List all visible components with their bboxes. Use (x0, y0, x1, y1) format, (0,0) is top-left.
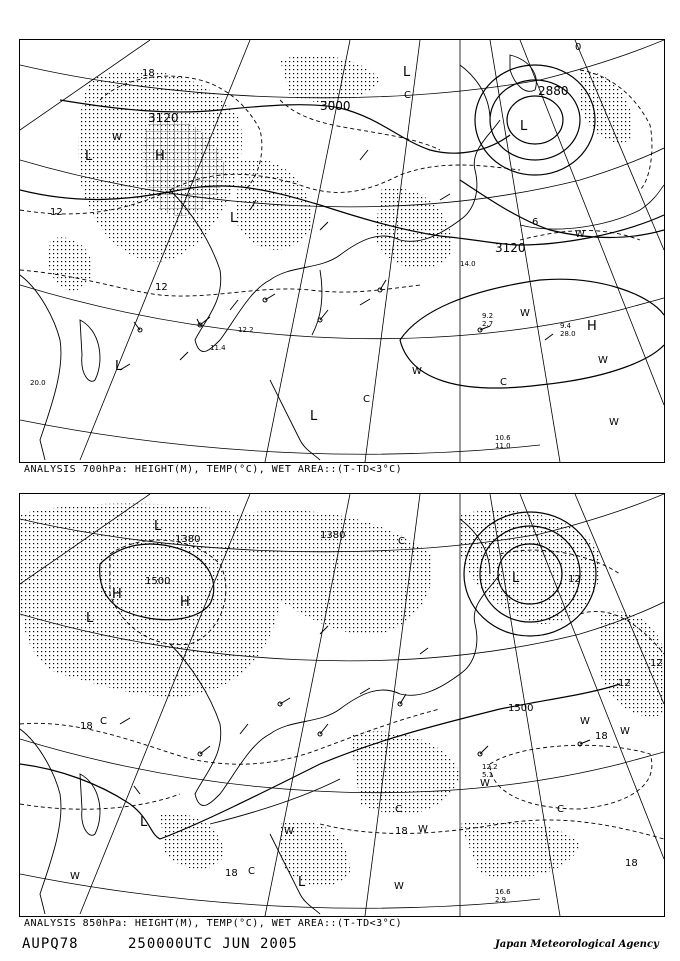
chart-700hpa (19, 39, 665, 463)
temp-label: 12 (155, 282, 168, 293)
temp-label: 12 (650, 658, 663, 669)
height-label: 3120 (495, 241, 526, 255)
agency-name: Japan Meteorological Agency (495, 939, 659, 950)
low-center: L (298, 875, 306, 890)
temp-label: 18 (142, 68, 155, 79)
cold-label: C (404, 90, 411, 101)
station-value: 5.1 (482, 771, 494, 779)
warm-label: W (70, 871, 80, 882)
caption-850hpa: ANALYSIS 850hPa: HEIGHT(M), TEMP(°C), WET AREA::(T-TD<3°C) (24, 918, 403, 929)
station-value: 2.9 (495, 896, 507, 904)
cold-label: C (100, 716, 107, 727)
temp-label: 12 (568, 574, 581, 585)
warm-label: W (112, 132, 122, 143)
height-label: 1500 (145, 576, 171, 587)
low-center: L (403, 65, 411, 80)
high-center: H (112, 587, 122, 602)
height-label: 3120 (148, 111, 179, 125)
chart-850hpa (19, 493, 665, 917)
low-center: L (115, 359, 123, 374)
low-center: L (85, 149, 93, 164)
warm-label: W (394, 881, 404, 892)
temp-label: 0 (575, 42, 582, 53)
station-value: 2.7 (482, 320, 494, 328)
valid-time: 250000UTC JUN 2005 (128, 936, 298, 952)
warm-label: W (412, 366, 422, 377)
warm-label: W (284, 826, 294, 837)
high-center: H (155, 149, 165, 164)
low-center: L (86, 611, 94, 626)
low-center: L (310, 409, 318, 424)
temp-label: 18 (225, 868, 238, 879)
temp-label: 6 (532, 217, 539, 228)
map-850hpa (20, 494, 664, 916)
station-value: 28.0 (560, 330, 576, 338)
map-700hpa (20, 40, 664, 462)
cold-label: C (500, 377, 507, 388)
low-center: L (230, 211, 238, 226)
warm-label: W (598, 355, 608, 366)
height-label: 1500 (508, 703, 534, 714)
warm-label: W (418, 824, 428, 835)
station-value: 9.4 (560, 322, 572, 330)
station-value: 20.0 (30, 379, 46, 387)
warm-label: W (575, 229, 585, 240)
high-center: H (180, 595, 190, 610)
temp-label: 18 (595, 731, 608, 742)
temp-label: 18 (395, 826, 408, 837)
temp-label: 18 (80, 721, 93, 732)
warm-label: W (609, 417, 619, 428)
station-value: 12.2 (482, 763, 498, 771)
high-center: H (587, 319, 597, 334)
low-center: L (520, 119, 528, 134)
height-label: 1380 (175, 534, 201, 545)
temp-label: 18 (625, 858, 638, 869)
low-center: L (154, 519, 162, 534)
cold-label: C (398, 536, 405, 547)
warm-label: W (580, 716, 590, 727)
station-value: 14.0 (460, 260, 476, 268)
temp-label: 12 (618, 678, 631, 689)
station-value: 9.2 (482, 312, 494, 320)
station-value: 11.0 (495, 442, 511, 450)
caption-700hpa: ANALYSIS 700hPa: HEIGHT(M), TEMP(°C), WET AREA::(T-TD<3°C) (24, 464, 403, 475)
station-value: 11.4 (210, 344, 226, 352)
cold-label: C (363, 394, 370, 405)
low-center: L (140, 815, 148, 830)
warm-label: W (520, 308, 530, 319)
temp-label: 12 (50, 207, 63, 218)
warm-label: W (480, 778, 490, 789)
height-label: 3000 (320, 99, 351, 113)
cold-label: C (248, 866, 255, 877)
height-label: 2880 (538, 84, 569, 98)
cold-label: C (395, 804, 402, 815)
warm-label: W (620, 726, 630, 737)
chart-code: AUPQ78 (22, 936, 79, 952)
station-value: 12.2 (238, 326, 254, 334)
low-center: L (512, 571, 520, 586)
station-value: 10.6 (495, 434, 511, 442)
station-value: 16.6 (495, 888, 511, 896)
cold-label: C (557, 804, 564, 815)
height-label: 1380 (320, 530, 346, 541)
